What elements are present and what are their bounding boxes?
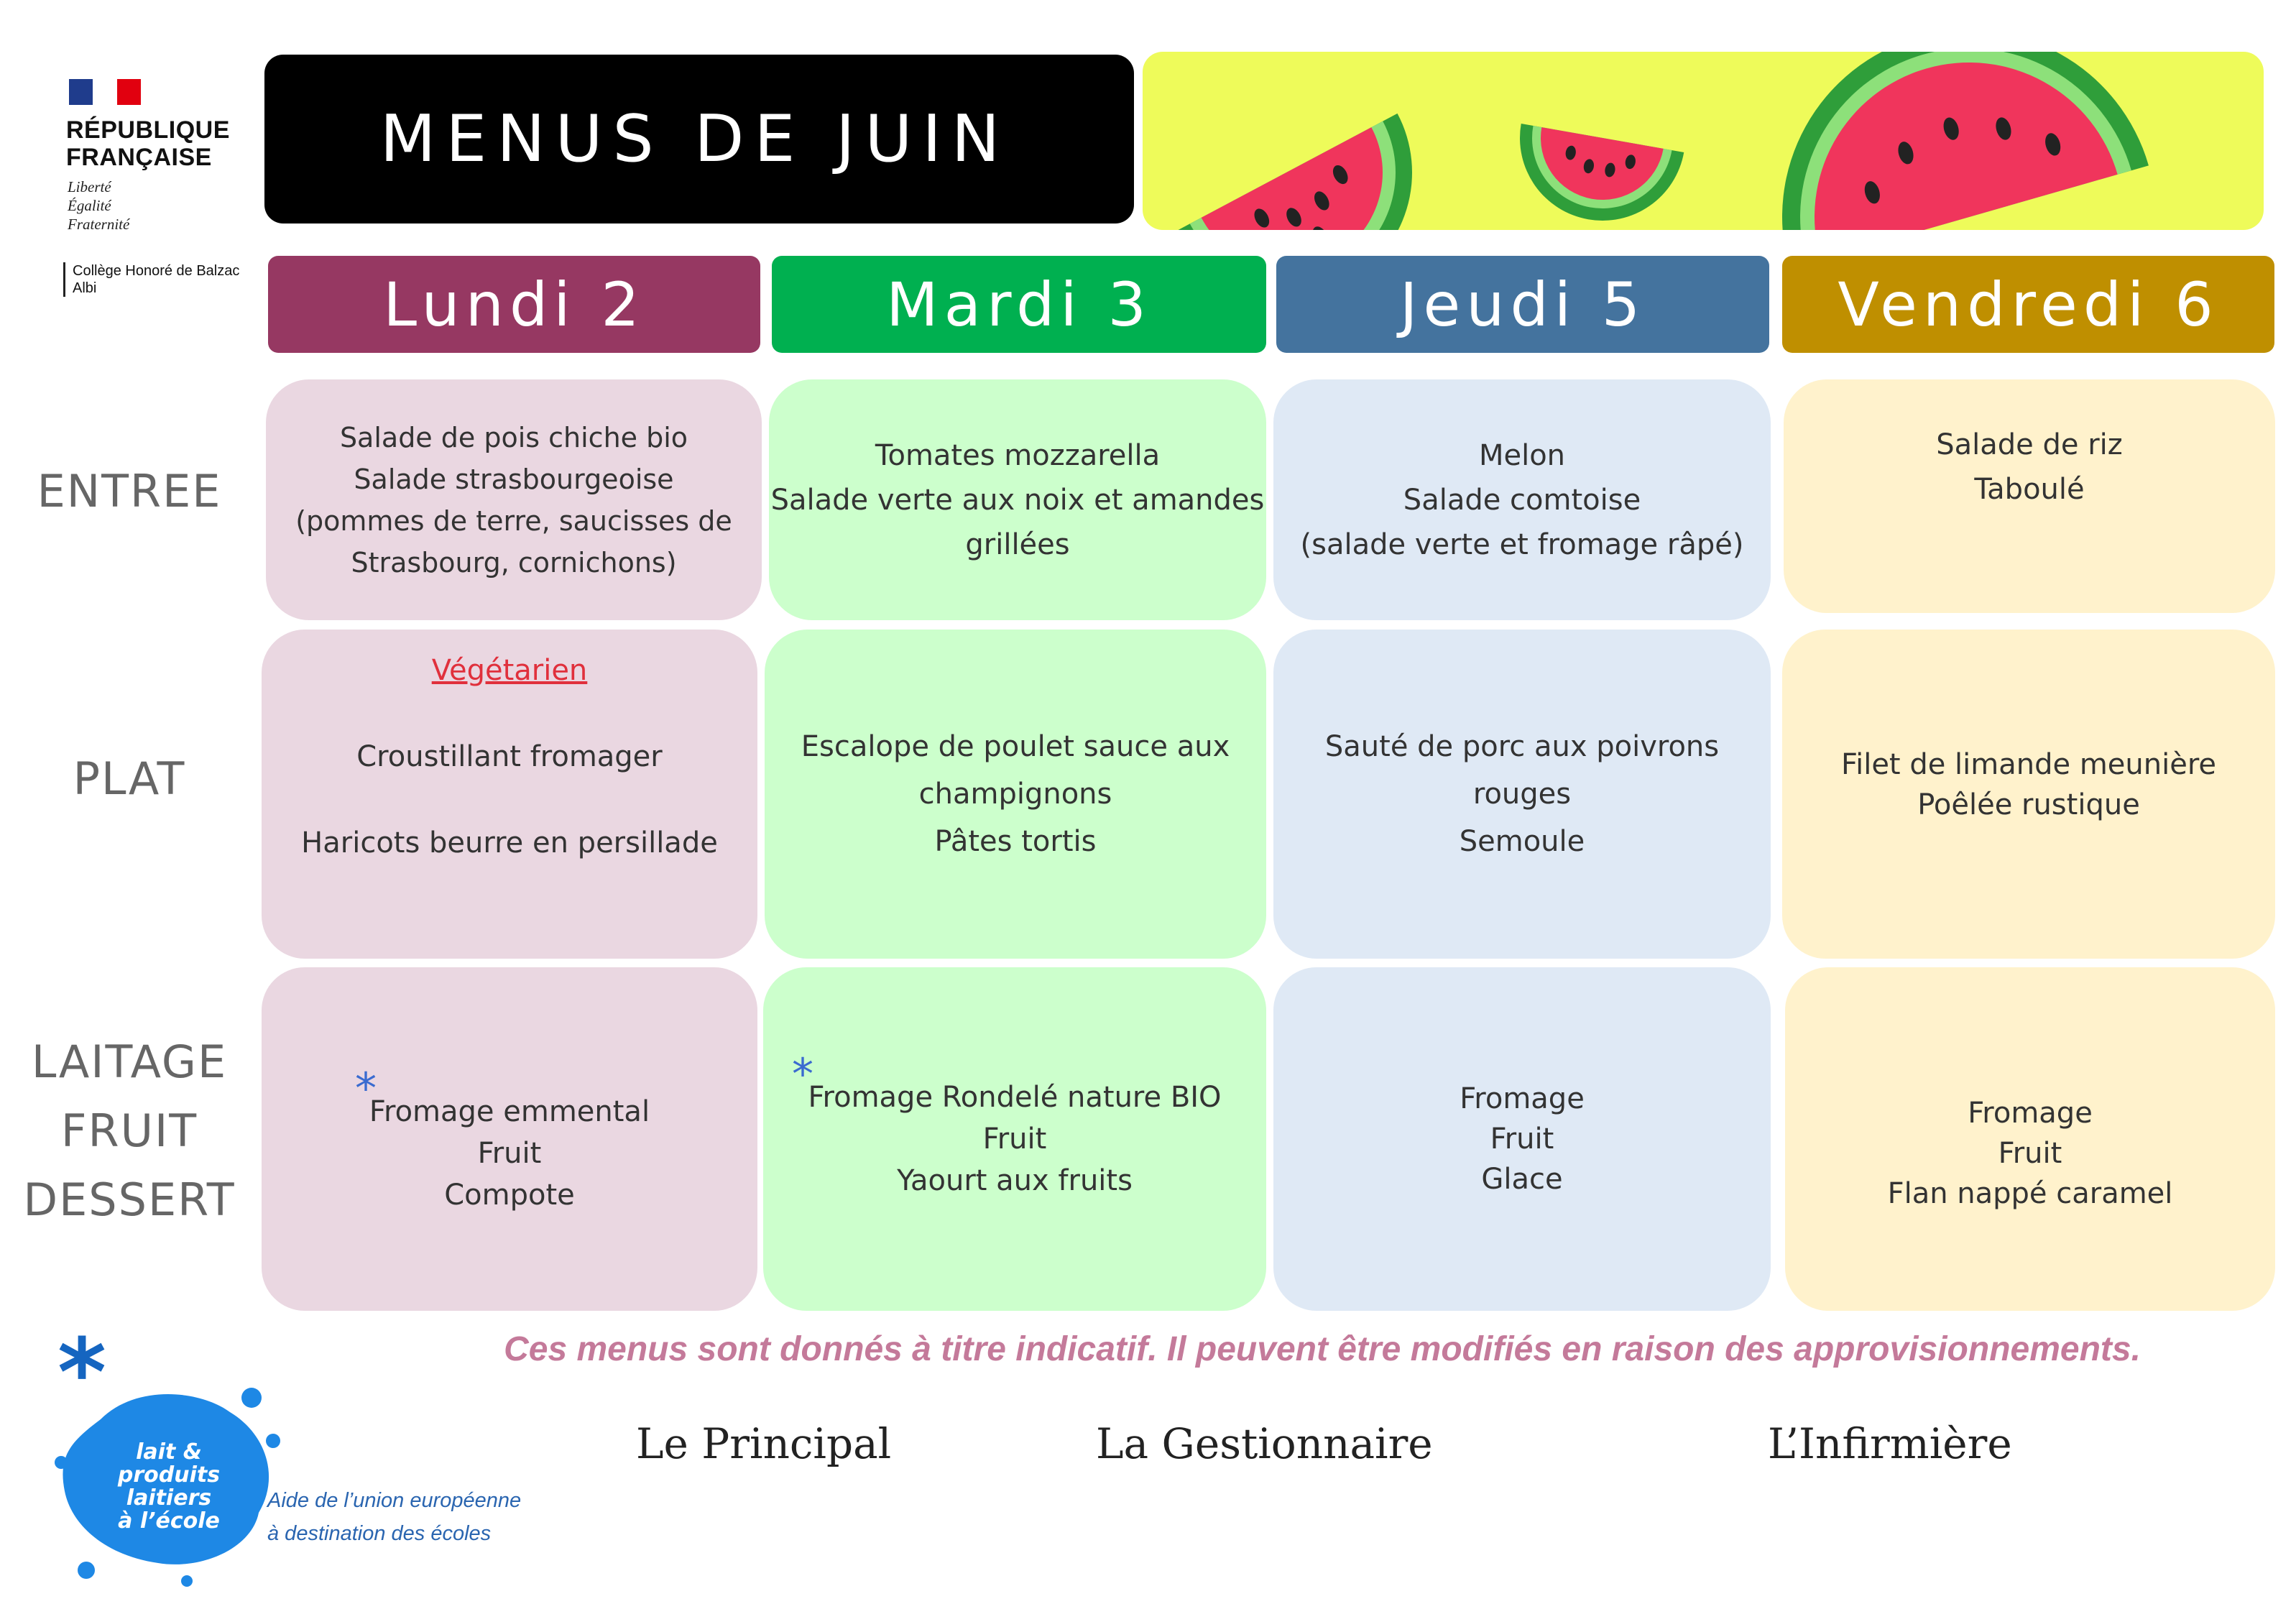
menu-item: Haricots beurre en persillade [301, 826, 718, 859]
republic-line-1: RÉPUBLIQUE [66, 116, 230, 144]
republic-line-2: FRANÇAISE [66, 144, 212, 171]
menu-item: Strasbourg, cornichons) [351, 546, 677, 579]
watermelon-banner [1143, 52, 2264, 230]
menu-item: Fruit [477, 1137, 542, 1170]
menu-item: Filet de limande meunière [1841, 748, 2216, 781]
svg-text:*: * [57, 1333, 106, 1427]
menu-item: Yaourt aux fruits [897, 1164, 1133, 1197]
row-label-plat: PLAT [73, 752, 186, 805]
eu-aid-line-2: à destination des écoles [267, 1522, 492, 1545]
menu-item: rouges [1472, 778, 1572, 811]
menu-item: Fromage emmental [369, 1095, 650, 1128]
signature-infirmiere: L’Infirmière [1768, 1419, 2012, 1468]
motto-liberte: Liberté [68, 178, 111, 195]
menu-item: Salade de riz [1936, 428, 2123, 461]
row-label-dessert-line: DESSERT [23, 1174, 236, 1226]
college-line-1: Collège Honoré de Balzac [73, 263, 240, 279]
title-bar [264, 55, 1134, 223]
menu-item: grillées [965, 527, 1070, 561]
disclaimer-notice: Ces menus sont donnés à titre indicatif. Il peuvent être modifiés en raison des approvisionnements. [504, 1330, 2141, 1368]
row-label-fruit: FRUIT [60, 1105, 198, 1157]
menu-cell-mardi-dessert [763, 967, 1266, 1311]
menu-item: Pâtes tortis [934, 825, 1097, 858]
menu-cell-lundi-entree [266, 379, 762, 620]
menu-cell-vendredi-plat [1782, 630, 2275, 959]
menu-item: Glace [1481, 1163, 1563, 1196]
menu-cell-lundi-dessert [262, 967, 757, 1311]
logo-line-1: lait & [136, 1439, 202, 1465]
vegetarian-tag: Végétarien [431, 654, 588, 687]
menu-cell-vendredi-dessert [1785, 967, 2275, 1311]
college-name [63, 262, 239, 297]
logo-line-4: à l’école [118, 1508, 220, 1534]
watermelon-slice-icon [1507, 124, 1684, 230]
day-header-jeudi: Jeudi 5 [1276, 256, 1769, 353]
menu-cell-jeudi-dessert [1273, 967, 1771, 1311]
signature-principal: Le Principal [636, 1419, 892, 1468]
menu-item: Tomates mozzarella [875, 438, 1161, 472]
college-line-2: Albi [73, 280, 97, 296]
menu-cell-jeudi-entree [1273, 379, 1771, 620]
menu-cell-jeudi-plat [1273, 630, 1771, 959]
menu-item: (pommes de terre, saucisses de [295, 504, 732, 537]
menu-item: Poêlée rustique [1917, 788, 2140, 821]
milk-splash-icon [43, 1333, 302, 1592]
menu-cell-vendredi-entree [1784, 379, 2275, 613]
menu-item: Taboulé [1974, 473, 2085, 506]
menu-item: Fruit [1490, 1123, 1554, 1156]
watermelon-slice-icon [1175, 114, 1456, 230]
menu-item: (salade verte et fromage râpé) [1300, 527, 1744, 561]
day-header-vendredi: Vendredi 6 [1782, 256, 2274, 353]
motto-fraternite: Fraternité [68, 216, 130, 233]
french-flag-icon [69, 79, 141, 105]
dairy-star-icon: * [792, 1049, 813, 1100]
menu-item: Croustillant fromager [356, 740, 663, 773]
watermelon-illustration [1143, 52, 2264, 230]
watermelon-slice-icon [1738, 52, 2149, 230]
republique-francaise-logo [43, 50, 259, 309]
menu-item: Fromage [1460, 1082, 1585, 1115]
row-label-laitage: LAITAGE [31, 1036, 228, 1088]
menu-item: Salade verte aux noix et amandes [770, 483, 1265, 517]
menu-cell-mardi-entree [769, 379, 1266, 620]
menu-cell-lundi-plat [262, 630, 757, 959]
signature-gestionnaire: La Gestionnaire [1096, 1419, 1433, 1468]
menu-item: Salade de pois chiche bio [339, 421, 688, 453]
eu-aid-line-1: Aide de l’union européenne [267, 1489, 522, 1512]
row-label-entree: ENTREE [37, 465, 222, 517]
day-header-lundi: Lundi 2 [268, 256, 760, 353]
menu-item: Semoule [1459, 825, 1585, 858]
eu-aid-caption [267, 1484, 521, 1550]
menu-item: Fromage Rondelé nature BIO [808, 1081, 1222, 1114]
menu-item: Sauté de porc aux poivrons [1324, 730, 1720, 763]
motto-egalite: Égalité [68, 197, 111, 214]
menu-item: Flan nappé caramel [1887, 1177, 2173, 1210]
page-title: MENUS DE JUIN [379, 101, 1010, 177]
menu-item: Melon [1478, 438, 1566, 472]
menu-item: Fruit [982, 1123, 1047, 1156]
dairy-star-icon: * [355, 1064, 377, 1114]
menu-item: Fromage [1968, 1097, 2093, 1130]
lait-produits-laitiers-logo [43, 1333, 302, 1592]
menu-item: Salade strasbourgeoise [354, 463, 674, 495]
menu-item: Escalope de poulet sauce aux [801, 730, 1230, 763]
menu-cell-mardi-plat [765, 630, 1266, 959]
menu-item: Fruit [1998, 1137, 2062, 1170]
logo-line-3: laitiers [126, 1485, 212, 1511]
day-header-mardi: Mardi 3 [772, 256, 1266, 353]
logo-line-2: produits [117, 1462, 221, 1488]
menu-item: Compote [444, 1179, 575, 1212]
menu-item: champignons [918, 778, 1112, 811]
row-label-dessert [22, 1028, 237, 1235]
menu-item: Salade comtoise [1403, 483, 1641, 517]
